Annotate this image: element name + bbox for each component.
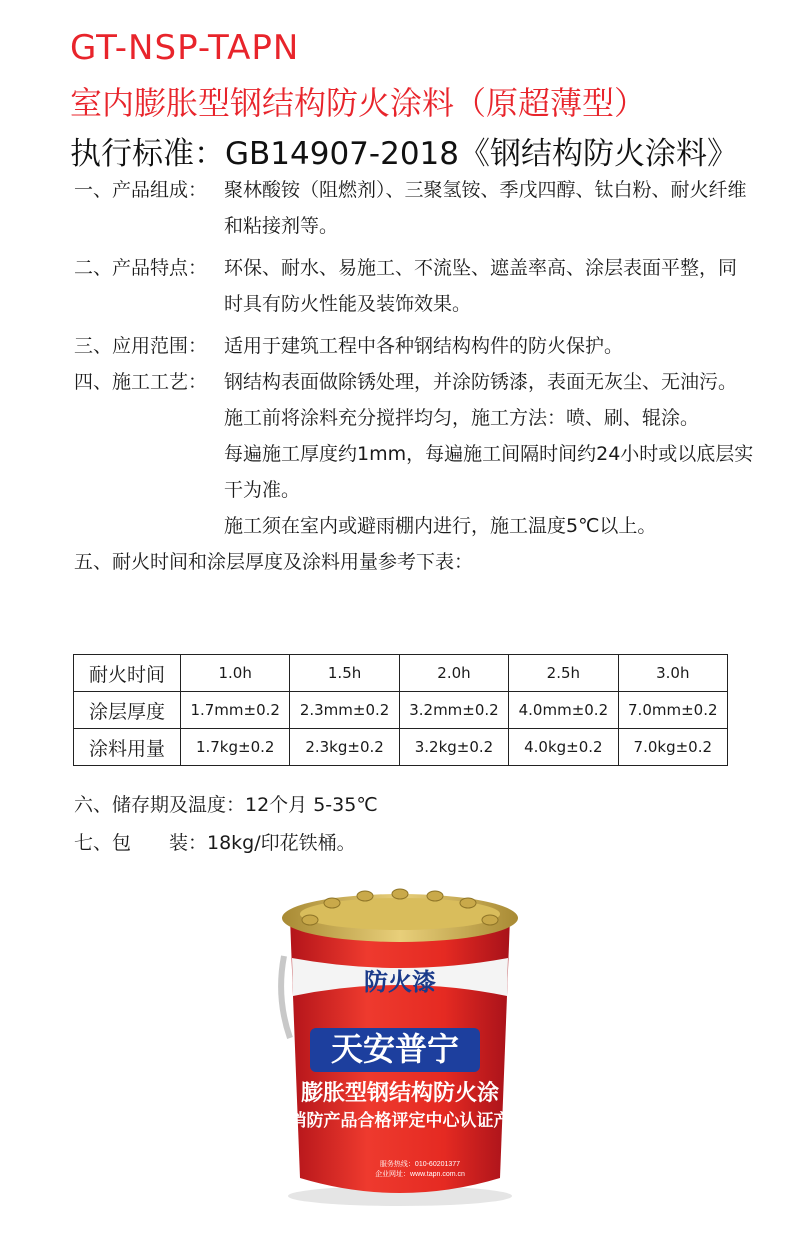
spec-list xyxy=(74,172,754,580)
process-step-2: 施工前将涂料充分搅拌均匀，施工方法：喷、刷、辊涂。 xyxy=(224,407,700,429)
table-cell: 3.2mm±0.2 xyxy=(399,692,508,729)
packaging-info: 七、包 装：18kg/印花铁桶。 xyxy=(74,832,356,854)
section-label: 一、产品组成： xyxy=(74,179,208,201)
table-cell: 1.5h xyxy=(290,655,399,692)
table-cell: 7.0mm±0.2 xyxy=(618,692,727,729)
table-row xyxy=(74,729,728,766)
storage-packaging xyxy=(74,786,378,862)
table-cell: 4.0kg±0.2 xyxy=(509,729,618,766)
paint-bucket-image xyxy=(270,878,530,1212)
table-cell: 1.7kg±0.2 xyxy=(181,729,290,766)
table-cell: 2.0h xyxy=(399,655,508,692)
section-scope xyxy=(74,328,754,364)
product-title: 室内膨胀型钢结构防火涂料（原超薄型） xyxy=(70,84,647,122)
process-step-3: 每遍施工厚度约1mm，每遍施工间隔时间约24小时或以底层实干为准。 xyxy=(224,443,754,501)
execution-standard: 执行标准：GB14907-2018《钢结构防火涂料》 xyxy=(70,136,738,172)
section-label: 四、施工工艺： xyxy=(74,371,208,393)
table-cell: 7.0kg±0.2 xyxy=(618,729,727,766)
section-label: 三、应用范围： xyxy=(74,335,208,357)
bucket-label-top: 防火漆 xyxy=(364,970,436,996)
process-step-4: 施工须在室内或避雨棚内进行，施工温度5℃以上。 xyxy=(224,515,657,537)
section-features xyxy=(74,250,754,322)
table-row xyxy=(74,655,728,692)
section-label: 五、耐火时间和涂层厚度及涂料用量参考下表： xyxy=(74,551,474,573)
section-text: 适用于建筑工程中各种钢结构构件的防火保护。 xyxy=(224,335,624,357)
section-label: 二、产品特点： xyxy=(74,257,208,279)
process-step-1: 钢结构表面做除锈处理，并涂防锈漆，表面无灰尘、无油污。 xyxy=(224,371,738,393)
bucket-cert: 消防产品合格评定中心认证产 xyxy=(289,1111,511,1130)
table-cell: 1.0h xyxy=(181,655,290,692)
section-table-intro xyxy=(74,544,754,580)
fire-resistance-table xyxy=(73,654,728,766)
table-cell: 2.5h xyxy=(509,655,618,692)
table-cell: 3.0h xyxy=(618,655,727,692)
table-cell: 3.2kg±0.2 xyxy=(399,729,508,766)
bucket-fine-1: 服务热线：010-60201377 xyxy=(379,1161,461,1168)
table-cell: 4.0mm±0.2 xyxy=(509,692,618,729)
table-cell: 1.7mm±0.2 xyxy=(181,692,290,729)
table-row xyxy=(74,692,728,729)
bucket-brand: 天安普宁 xyxy=(330,1031,460,1067)
bucket-product: 膨胀型钢结构防火涂 xyxy=(300,1080,500,1105)
product-code: GT-NSP-TAPN xyxy=(70,28,300,68)
section-process xyxy=(74,364,754,544)
bucket-illustration xyxy=(270,878,530,1208)
row-header: 涂料用量 xyxy=(74,729,181,766)
row-header: 涂层厚度 xyxy=(74,692,181,729)
section-text: 环保、耐水、易施工、不流坠、遮盖率高、涂层表面平整，同时具有防火性能及装饰效果。 xyxy=(224,257,738,315)
bucket-fine-2: 企业网址：www.tapn.com.cn xyxy=(375,1171,465,1178)
storage-info: 六、储存期及温度：12个月 5-35℃ xyxy=(74,794,378,816)
row-header: 耐火时间 xyxy=(74,655,181,692)
table-cell: 2.3kg±0.2 xyxy=(290,729,399,766)
section-text: 聚林酸铵（阻燃剂）、三聚氢铵、季戊四醇、钛白粉、耐火纤维和粘接剂等。 xyxy=(224,179,747,237)
section-composition xyxy=(74,172,754,244)
table-cell: 2.3mm±0.2 xyxy=(290,692,399,729)
